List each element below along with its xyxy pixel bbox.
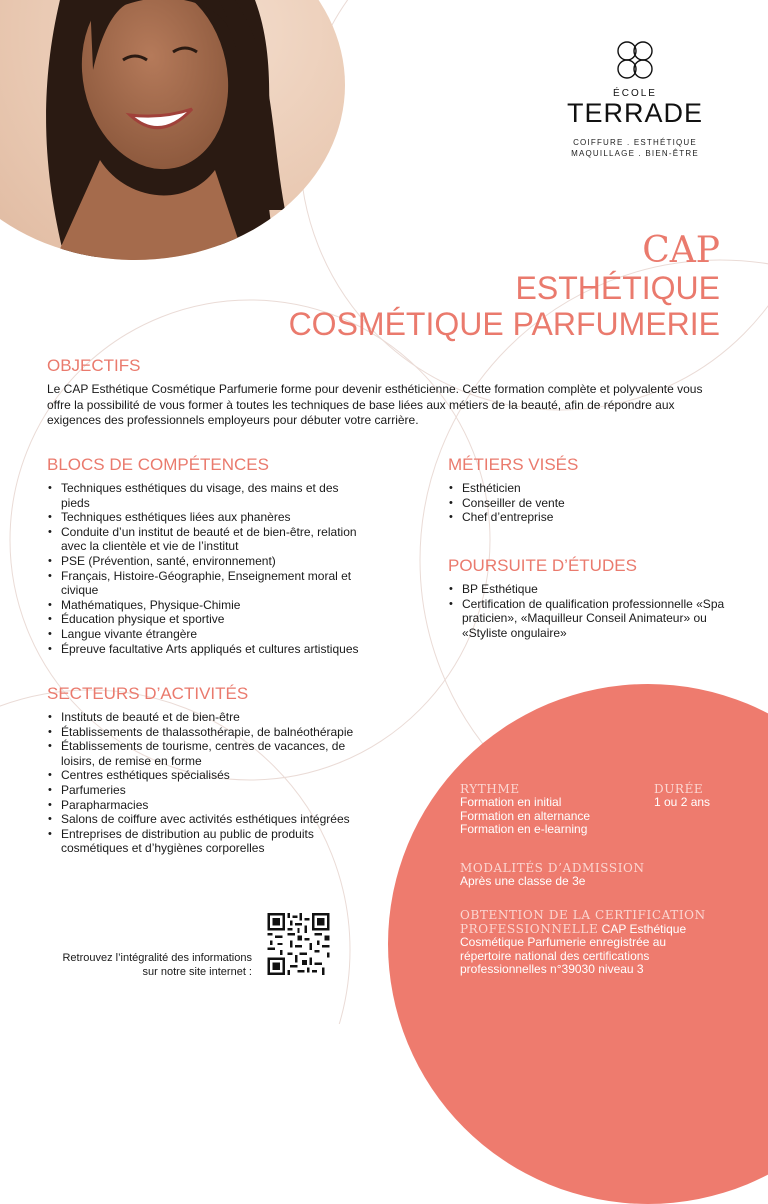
list-item: • Conseiller de vente: [448, 496, 738, 511]
modalites-block: [460, 862, 740, 889]
list-item: • Entreprises de distribution au public de produits cosmétiques et d’hygiènes corporelles: [47, 827, 377, 856]
list-item: • Centres esthétiques spécialisés: [47, 768, 377, 783]
poursuite-section: [448, 556, 738, 640]
logo-tagline-1: COIFFURE . ESTHÉTIQUE: [573, 138, 697, 147]
list-item: • Mathématiques, Physique-Chimie: [47, 598, 367, 613]
blocs-section: [47, 455, 367, 656]
list-item: • Chef d’entreprise: [448, 510, 738, 525]
metiers-heading: MÉTIERS VISÉS: [448, 455, 579, 474]
logo-tagline: [540, 137, 730, 159]
list-item: • Conduite d’un institut de beauté et de bien-être, relation avec la clientèle et vie de l’institut: [47, 525, 367, 554]
list-item: • Langue vivante étrangère: [47, 627, 367, 642]
objectifs-text: Le CAP Esthétique Cosmétique Parfumerie forme pour devenir esthéticienne. Cette formation complète et polyvalente vous offre la possibilité de vous former à toutes les techniques de base liées aux métiers de la beauté, afin de répondre aux exigences des professionnels employeurs pour débuter votre carrière.: [47, 382, 703, 427]
list-item: • Parfumeries: [47, 783, 377, 798]
secteurs-section: [47, 684, 377, 856]
title-line-1: ESTHÉTIQUE: [515, 270, 720, 306]
list-item: • Esthéticien: [448, 481, 738, 496]
logo-tagline-2: MAQUILLAGE . BIEN-ÊTRE: [571, 149, 699, 158]
blocs-list: [47, 481, 367, 656]
hero-photo: [0, 0, 345, 260]
rythme-heading: RYTHME: [460, 782, 520, 796]
rythme-item: Formation en initial: [460, 795, 562, 809]
blocs-heading: BLOCS DE COMPÉTENCES: [47, 455, 269, 474]
obtention-heading: OBTENTION DE LA CERTIFICATION PROFESSIONNELLE: [460, 908, 706, 936]
list-item: • Parapharmacies: [47, 798, 377, 813]
metiers-section: [448, 455, 738, 525]
site-text: Retrouvez l’intégralité des informations sur notre site internet :: [62, 952, 252, 978]
rythme-item: Formation en alternance: [460, 808, 591, 823]
list-item: • Techniques esthétiques liées aux phanères: [47, 510, 367, 525]
list-item: • Instituts de beauté et de bien-être: [47, 710, 377, 725]
list-item: • BP Esthétique: [448, 582, 738, 597]
logo-ecole-text: ÉCOLE: [613, 88, 657, 99]
school-logo[interactable]: [540, 40, 730, 159]
duree-heading: DURÉE: [654, 782, 704, 796]
title-line-2: COSMÉTIQUE PARFUMERIE: [288, 306, 720, 342]
list-item: • Établissements de thalassothérapie, de balnéothérapie: [47, 725, 377, 740]
list-item: • Salons de coiffure avec activités esthétiques intégrées: [47, 812, 377, 827]
obtention-block: [460, 909, 720, 977]
list-item: • PSE (Prévention, santé, environnement): [47, 554, 367, 569]
rythme-block: [460, 783, 640, 837]
poursuite-list: [448, 582, 738, 640]
duree-value: 1 ou 2 ans: [654, 795, 711, 809]
list-item: • Épreuve facultative Arts appliqués et cultures artistiques: [47, 642, 367, 657]
objectifs-heading: OBJECTIFS: [47, 356, 141, 375]
objectifs-section: [47, 356, 727, 429]
qr-code-icon[interactable]: [265, 913, 332, 975]
obtention-value: CAP Esthétique Cosmétique Parfumerie enregistrée au répertoire national des certifications professionnelles n°39030 niveau 3: [460, 921, 687, 976]
rythme-item: Formation en e-learning: [460, 822, 588, 836]
woman-portrait-illustration: [0, 0, 345, 260]
page-title: [289, 232, 720, 342]
list-item: • Français, Histoire-Géographie, Enseignement moral et civique: [47, 569, 367, 598]
modalites-value: Après une classe de 3e: [460, 874, 586, 888]
duree-block: [654, 783, 754, 810]
list-item: • Établissements de tourisme, centres de vacances, de loisirs, de remise en forme: [47, 739, 377, 768]
poursuite-heading: POURSUITE D’ÉTUDES: [448, 556, 637, 575]
list-item: • Techniques esthétiques du visage, des mains et des pieds: [47, 481, 367, 510]
logo-circles-icon: [613, 40, 657, 82]
modalites-heading: MODALITÉS D’ADMISSION: [460, 861, 645, 875]
title-cap: CAP: [642, 230, 720, 271]
secteurs-list: [47, 710, 377, 856]
metiers-list: [448, 481, 738, 525]
list-item: • Éducation physique et sportive: [47, 612, 367, 627]
list-item: • Certification de qualification professionnelle «Spa praticien», «Maquilleur Conseil Animateur» ou «Styliste ongulaire»: [448, 597, 738, 641]
secteurs-heading: SECTEURS D’ACTIVITÉS: [47, 684, 249, 703]
logo-name: TERRADE: [566, 98, 703, 128]
